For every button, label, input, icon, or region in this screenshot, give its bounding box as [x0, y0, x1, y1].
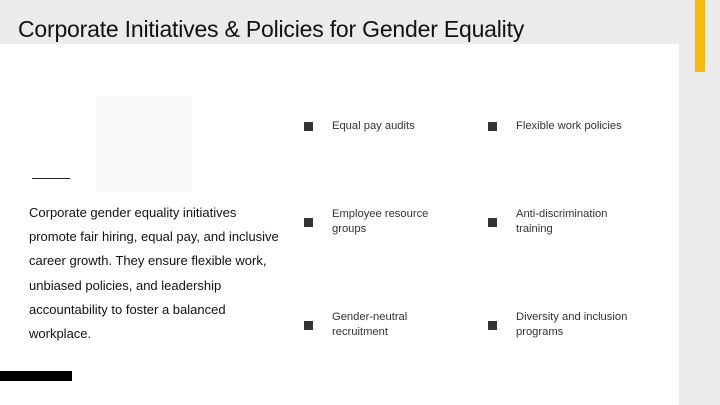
square-bullet-icon — [488, 122, 497, 131]
description-text: Corporate gender equality initiatives promote fair hiring, equal pay, and inclusive career growth. They ensure flexible work, unbiased policies, and leadership accountability to foster a balanced workplace. — [29, 205, 279, 342]
divider-line — [32, 178, 70, 179]
square-bullet-icon — [304, 122, 313, 131]
initiative-label: Flexible work policies — [516, 120, 622, 132]
initiative-label: Diversity and inclusion programs — [516, 311, 628, 338]
initiative-label: Anti-discrimination training — [516, 208, 608, 235]
image-placeholder — [96, 96, 192, 192]
square-bullet-icon — [304, 218, 313, 227]
initiative-label: Employee resource groups — [332, 208, 429, 235]
square-bullet-icon — [488, 218, 497, 227]
initiative-label: Gender-neutral recruitment — [332, 311, 408, 338]
square-bullet-icon — [304, 321, 313, 330]
accent-bar — [695, 0, 705, 72]
slide-title: Corporate Initiatives & Policies for Gender Equality — [18, 16, 525, 42]
bottom-accent-bar — [0, 371, 72, 381]
initiative-label: Equal pay audits — [332, 120, 415, 132]
square-bullet-icon — [488, 321, 497, 330]
